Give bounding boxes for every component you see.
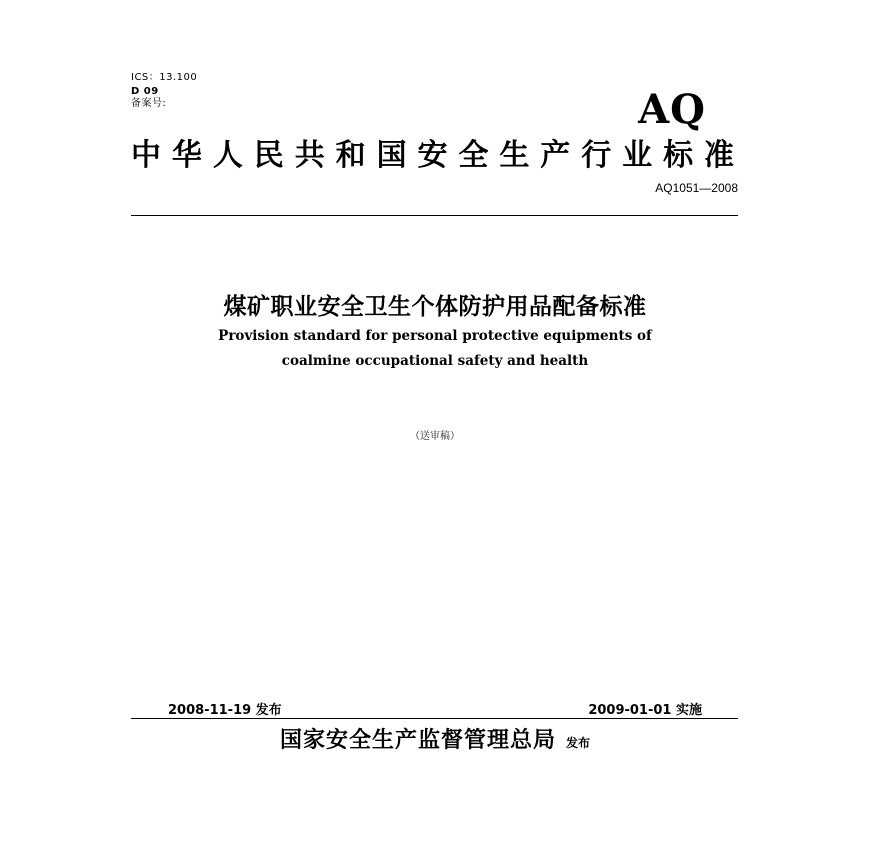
issuer-line bbox=[0, 727, 870, 755]
issuer-suffix: 发布 bbox=[566, 736, 591, 750]
publish-date: 2008-11-19 发布 bbox=[168, 703, 282, 718]
ics-code: ICS：13.100 bbox=[131, 72, 198, 83]
standard-code: AQ1051—2008 bbox=[655, 181, 738, 195]
footer-divider bbox=[131, 718, 738, 719]
aq-logo: AQ bbox=[638, 86, 706, 133]
implement-date: 2009-01-01 实施 bbox=[588, 703, 702, 718]
issuer-name: 国家安全生产监督管理总局 bbox=[279, 728, 556, 753]
record-number: 备案号: bbox=[131, 98, 167, 109]
document-title-en-line2: coalmine occupational safety and health bbox=[281, 353, 589, 369]
standard-category-title: 中华人民共和国安全生产行业标准 bbox=[131, 138, 738, 173]
document-title-en-line1: Provision standard for personal protective equipments of bbox=[218, 328, 652, 344]
header-divider bbox=[131, 215, 738, 216]
document-title-cn: 煤矿职业安全卫生个体防护用品配备标准 bbox=[223, 294, 647, 320]
classification-code: D 09 bbox=[131, 86, 159, 97]
draft-note: （送审稿） bbox=[410, 431, 460, 442]
